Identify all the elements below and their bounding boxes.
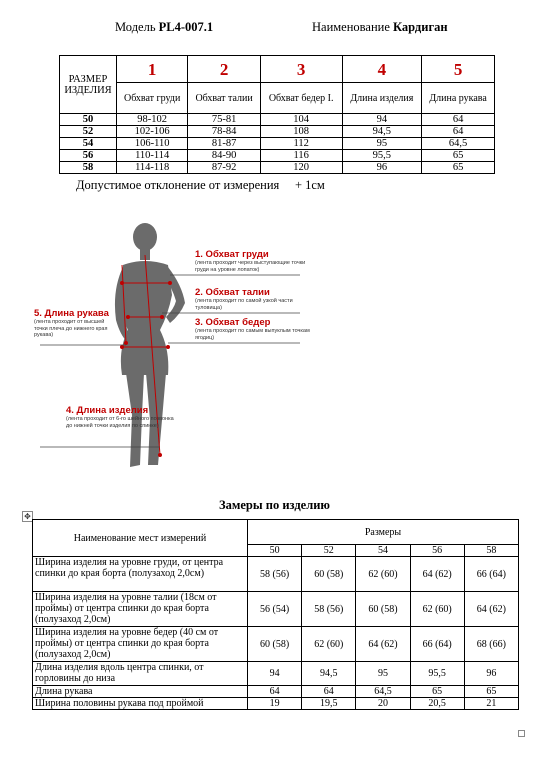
annotation-title: 2. Обхват талии xyxy=(195,287,270,298)
col-label: Обхват талии xyxy=(188,83,260,114)
annotation-length xyxy=(66,405,176,429)
measure-value: 21 xyxy=(464,698,518,710)
measure-value: 94,5 xyxy=(302,662,356,686)
size-value: 96 xyxy=(342,162,422,174)
col-label: Обхват груди xyxy=(117,83,188,114)
measure-name: Ширина изделия на уровне груди, от центра спинки до края борта (полузаход 2,0см) xyxy=(33,557,248,592)
annotation-desc: (лента проходит через выступающие точки груди на уровне лопаток) xyxy=(195,260,306,273)
size-value: 106-110 xyxy=(117,138,188,150)
measure-value: 60 (58) xyxy=(248,627,302,662)
tolerance-text: Допустимое отклонение от измерения xyxy=(76,178,280,192)
measure-value: 66 (64) xyxy=(410,627,464,662)
measure-name: Ширина половины рукава под проймой xyxy=(33,698,248,710)
measure-table xyxy=(32,519,519,710)
size-row xyxy=(60,114,495,126)
measure-row xyxy=(33,557,519,592)
table-move-handle-icon[interactable]: ✥ xyxy=(22,511,33,522)
col-number: 1 xyxy=(117,56,188,83)
size-label: 50 xyxy=(60,114,117,126)
tolerance-line xyxy=(76,178,325,193)
size-value: 112 xyxy=(260,138,342,150)
measure-value: 58 (56) xyxy=(248,557,302,592)
size-value: 94 xyxy=(342,114,422,126)
annotation-desc: (лента проходит по самым выпуклым точкам ягодиц) xyxy=(195,328,310,341)
measure-header-left: Наименование мест измерений xyxy=(33,520,248,557)
measure-value: 64,5 xyxy=(356,686,410,698)
size-value: 110-114 xyxy=(117,150,188,162)
measure-value: 68 (66) xyxy=(464,627,518,662)
measure-header-right: Размеры xyxy=(248,520,519,545)
size-row xyxy=(60,138,495,150)
size-value: 64 xyxy=(422,126,495,138)
size-value: 87-92 xyxy=(188,162,260,174)
size-value: 64,5 xyxy=(422,138,495,150)
measure-name: Ширина изделия на уровне бедер (40 см от проймы) от центра спинки до края борта (полузаход 2,0см) xyxy=(33,627,248,662)
size-value: 98-102 xyxy=(117,114,188,126)
measure-value: 60 (58) xyxy=(356,592,410,627)
size-value: 81-87 xyxy=(188,138,260,150)
size-value: 75-81 xyxy=(188,114,260,126)
measure-value: 19 xyxy=(248,698,302,710)
measure-row xyxy=(33,662,519,686)
measure-value: 20,5 xyxy=(410,698,464,710)
size-corner-label: РАЗМЕР ИЗДЕЛИЯ xyxy=(60,56,117,114)
measure-name: Длина рукава xyxy=(33,686,248,698)
tolerance-value: + 1см xyxy=(294,178,325,192)
measure-value: 64 xyxy=(302,686,356,698)
size-value: 104 xyxy=(260,114,342,126)
annotation-desc: (лента проходит по самой узкой части туловища) xyxy=(195,298,293,311)
size-label: 56 xyxy=(60,150,117,162)
measure-value: 56 (54) xyxy=(248,592,302,627)
measurement-figure xyxy=(30,215,320,480)
measure-value: 64 (62) xyxy=(410,557,464,592)
size-value: 65 xyxy=(422,162,495,174)
size-value: 114-118 xyxy=(117,162,188,174)
annotation-title: 5. Длина рукава xyxy=(34,308,109,319)
col-number: 2 xyxy=(188,56,260,83)
name-value: Кардиган xyxy=(393,20,448,34)
measure-row xyxy=(33,686,519,698)
measure-value: 65 xyxy=(464,686,518,698)
measure-value: 95,5 xyxy=(410,662,464,686)
measure-value: 62 (60) xyxy=(356,557,410,592)
size-value: 120 xyxy=(260,162,342,174)
measure-row xyxy=(33,698,519,710)
size-row xyxy=(60,126,495,138)
annotation-desc: (лента проходит от высшей точки плеча до нижнего края рукава) xyxy=(34,319,108,338)
measure-value: 62 (60) xyxy=(302,627,356,662)
size-value: 64 xyxy=(422,114,495,126)
annotation-hips xyxy=(195,317,315,341)
model-code: PL4-007.1 xyxy=(158,20,214,34)
size-value: 95,5 xyxy=(342,150,422,162)
model-label: Модель xyxy=(115,20,156,34)
measure-value: 20 xyxy=(356,698,410,710)
size-row xyxy=(60,162,495,174)
col-number: 4 xyxy=(342,56,422,83)
col-number: 3 xyxy=(260,56,342,83)
size-value: 78-84 xyxy=(188,126,260,138)
name-line xyxy=(312,20,448,35)
measure-name: Ширина изделия на уровне талии (18см от проймы) от центра спинки до края борта (полузаход 2,0см) xyxy=(33,592,248,627)
col-label: Обхват бедер I. xyxy=(260,83,342,114)
col-label: Длина рукава xyxy=(422,83,495,114)
size-header: 58 xyxy=(464,545,518,557)
size-value: 65 xyxy=(422,150,495,162)
size-value: 95 xyxy=(342,138,422,150)
measure-value: 62 (60) xyxy=(410,592,464,627)
size-table xyxy=(59,55,495,174)
size-header: 50 xyxy=(248,545,302,557)
measure-title: Замеры по изделию xyxy=(219,498,330,512)
size-value: 102-106 xyxy=(117,126,188,138)
table-resize-handle[interactable] xyxy=(518,730,525,737)
annotation-title: 3. Обхват бедер xyxy=(195,317,271,328)
size-label: 54 xyxy=(60,138,117,150)
size-value: 84-90 xyxy=(188,150,260,162)
size-value: 116 xyxy=(260,150,342,162)
measure-value: 19,5 xyxy=(302,698,356,710)
size-header: 52 xyxy=(302,545,356,557)
col-label: Длина изделия xyxy=(342,83,422,114)
measure-name: Длина изделия вдоль центра спинки, от горловины до низа xyxy=(33,662,248,686)
measure-value: 64 (62) xyxy=(464,592,518,627)
measure-row xyxy=(33,592,519,627)
measure-value: 96 xyxy=(464,662,518,686)
col-number: 5 xyxy=(422,56,495,83)
measure-value: 94 xyxy=(248,662,302,686)
size-label: 52 xyxy=(60,126,117,138)
annotation-title: 1. Обхват груди xyxy=(195,249,269,260)
model-line xyxy=(115,20,213,35)
size-value: 94,5 xyxy=(342,126,422,138)
measure-value: 95 xyxy=(356,662,410,686)
annotation-sleeve xyxy=(34,308,110,339)
name-label: Наименование xyxy=(312,20,390,34)
measure-value: 64 xyxy=(248,686,302,698)
annotation-title: 4. Длина изделия xyxy=(66,405,149,416)
annotation-desc: (лента проходит от 6-го шейного позвонка до нижней точки изделия по спинке) xyxy=(66,416,174,429)
measure-value: 60 (58) xyxy=(302,557,356,592)
size-header: 54 xyxy=(356,545,410,557)
measure-row xyxy=(33,627,519,662)
annotation-waist xyxy=(195,287,315,311)
measure-value: 58 (56) xyxy=(302,592,356,627)
annotation-chest xyxy=(195,249,315,273)
size-header: 56 xyxy=(410,545,464,557)
size-row xyxy=(60,150,495,162)
measure-value: 65 xyxy=(410,686,464,698)
measure-value: 66 (64) xyxy=(464,557,518,592)
size-value: 108 xyxy=(260,126,342,138)
size-label: 58 xyxy=(60,162,117,174)
measure-value: 64 (62) xyxy=(356,627,410,662)
